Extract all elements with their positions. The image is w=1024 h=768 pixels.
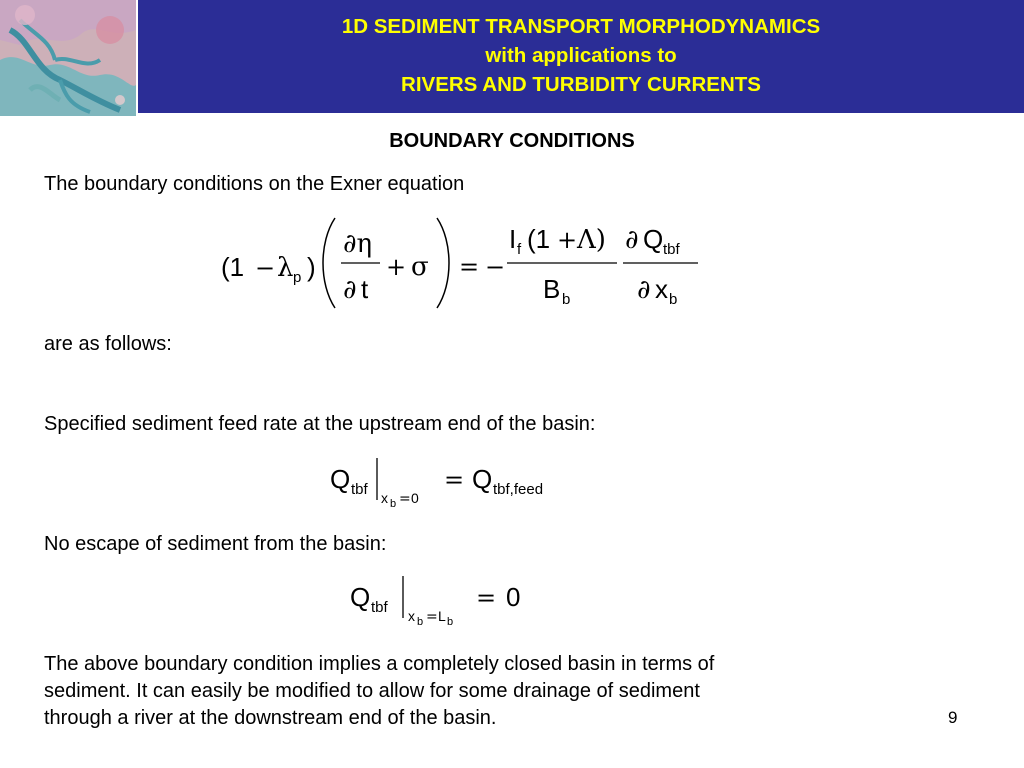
- svg-text:t: t: [361, 274, 369, 304]
- downstream-no-escape-equation: [346, 570, 546, 634]
- svg-text:p: p: [293, 269, 302, 286]
- title-line-2: with applications to: [485, 44, 677, 67]
- svg-text:Q: Q: [472, 464, 493, 494]
- svg-text:b: b: [562, 291, 571, 308]
- svg-text:−: −: [485, 253, 506, 281]
- svg-text:−: −: [255, 254, 276, 282]
- svg-text:=: =: [476, 584, 497, 612]
- svg-text:0: 0: [506, 582, 521, 612]
- svg-text:tbf: tbf: [371, 599, 388, 616]
- follows-text: are as follows:: [44, 333, 172, 355]
- svg-text:λ: λ: [277, 253, 294, 283]
- svg-text:∂: ∂: [343, 275, 357, 305]
- svg-text:x: x: [381, 490, 388, 506]
- svg-text:∂: ∂: [637, 275, 651, 305]
- svg-text:L: L: [438, 608, 446, 624]
- svg-text:): ): [307, 252, 316, 282]
- svg-text:+: +: [386, 253, 407, 281]
- svg-text:∂η: ∂η: [343, 229, 373, 259]
- svg-text:x: x: [408, 608, 415, 624]
- upstream-feed-equation: [326, 452, 586, 512]
- svg-text:=: =: [399, 491, 411, 507]
- svg-text:Q: Q: [350, 582, 371, 612]
- svg-text:0: 0: [411, 490, 419, 506]
- svg-text:Q: Q: [643, 224, 664, 254]
- svg-text:B: B: [543, 274, 561, 304]
- title-line-1: 1D SEDIMENT TRANSPORT MORPHODYNAMICS: [341, 15, 821, 38]
- svg-text:I: I: [509, 224, 517, 254]
- svg-text:f: f: [517, 241, 522, 258]
- svg-text:b: b: [390, 498, 397, 510]
- svg-text:b: b: [669, 291, 678, 308]
- svg-text:=: =: [444, 466, 465, 494]
- svg-text:b: b: [447, 616, 454, 628]
- title-line-3: RIVERS AND TURBIDITY CURRENTS: [401, 73, 761, 96]
- svg-text:+: +: [557, 226, 578, 254]
- conclusion-line-1: The above boundary condition implies a completely closed basin in terms of: [44, 653, 715, 675]
- delta-satellite-image: [0, 0, 136, 116]
- svg-text:tbf: tbf: [351, 481, 368, 498]
- condition-1-text: Specified sediment feed rate at the upstream end of the basin:: [44, 413, 596, 435]
- conclusion-line-3: through a river at the downstream end of the basin.: [44, 707, 497, 729]
- svg-text:Q: Q: [330, 464, 351, 494]
- svg-text:Λ): Λ): [577, 225, 606, 255]
- svg-text:∂: ∂: [625, 225, 639, 255]
- svg-text:tbf: tbf: [663, 241, 680, 258]
- svg-text:b: b: [417, 616, 424, 628]
- conclusion-paragraph: [44, 651, 714, 732]
- conclusion-line-2: sediment. It can easily be modified to allow for some drainage of sediment: [44, 680, 700, 702]
- svg-text:(1: (1: [527, 224, 551, 254]
- section-title: BOUNDARY CONDITIONS: [389, 130, 635, 152]
- exner-equation: [215, 212, 715, 312]
- slide-header-title: [138, 12, 1024, 99]
- svg-text:=: =: [426, 609, 438, 625]
- header-banner: [0, 0, 1024, 116]
- svg-text:x: x: [655, 274, 668, 304]
- condition-2-text: No escape of sediment from the basin:: [44, 533, 387, 555]
- page-number: 9: [948, 708, 958, 727]
- svg-text:σ: σ: [411, 252, 429, 282]
- svg-text:tbf,feed: tbf,feed: [493, 481, 544, 498]
- intro-text: The boundary conditions on the Exner equation: [44, 173, 465, 195]
- svg-text:(1: (1: [221, 252, 245, 282]
- svg-text:=: =: [459, 253, 480, 281]
